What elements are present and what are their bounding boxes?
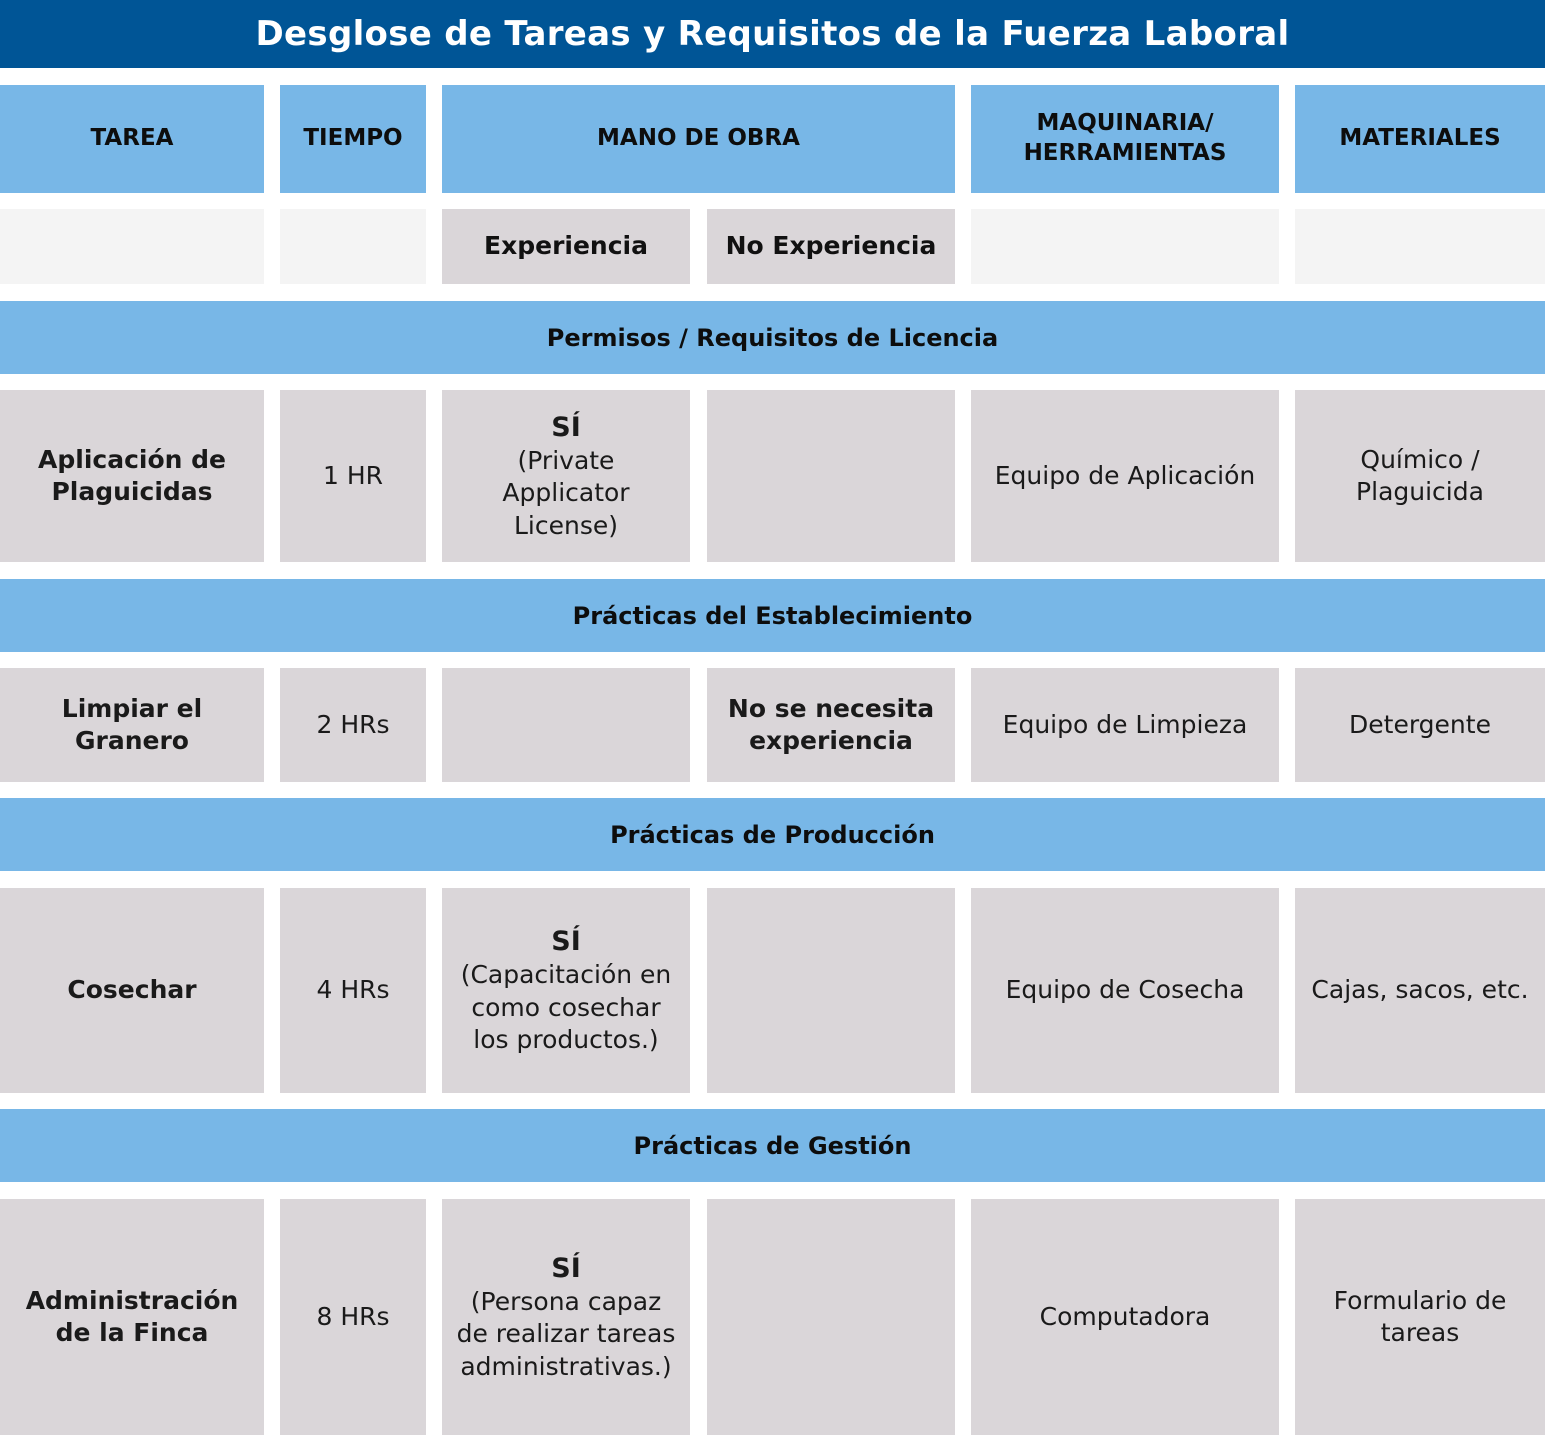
subheader-no-experiencia: No Experiencia <box>707 209 955 284</box>
header-maquinaria-line2: HERRAMIENTAS <box>1023 140 1227 166</box>
subheader-empty-materiales <box>1295 209 1545 284</box>
header-tiempo <box>280 85 426 193</box>
header-tarea-label: TAREA <box>90 125 174 152</box>
header-mano-de-obra <box>442 85 955 193</box>
header-tiempo-label: TIEMPO <box>303 125 403 152</box>
row-gestion-tarea: Administración de la Finca <box>0 1199 264 1435</box>
header-mano-de-obra-label: MANO DE OBRA <box>597 125 800 152</box>
section-band-produccion: Prácticas de Producción <box>0 798 1545 871</box>
row-establecimiento-no-experiencia: No se necesita experiencia <box>707 668 955 782</box>
header-maquinaria-line1: MAQUINARIA/ <box>1036 110 1214 137</box>
yes-label: SÍ <box>551 411 581 443</box>
yes-label: SÍ <box>551 1252 581 1284</box>
row-produccion-maquinaria: Equipo de Cosecha <box>971 888 1279 1093</box>
row-establecimiento-experiencia <box>442 668 690 782</box>
experience-note: (Capacitación en como cosechar los productos.) <box>460 960 672 1055</box>
row-establecimiento-tarea: Limpiar el Granero <box>0 668 264 782</box>
row-permisos-experiencia <box>442 390 690 562</box>
row-establecimiento-tiempo: 2 HRs <box>280 668 426 782</box>
page-title: Desglose de Tareas y Requisitos de la Fuerza Laboral <box>0 0 1545 68</box>
row-gestion-experiencia <box>442 1199 690 1435</box>
row-permisos-no-experiencia <box>707 390 955 562</box>
row-produccion-tarea: Cosechar <box>0 888 264 1093</box>
row-permisos-tiempo: 1 HR <box>280 390 426 562</box>
row-produccion-materiales: Cajas, sacos, etc. <box>1295 888 1545 1093</box>
row-permisos-tarea: Aplicación de Plaguicidas <box>0 390 264 562</box>
row-establecimiento-maquinaria: Equipo de Limpieza <box>971 668 1279 782</box>
header-materiales-label: MATERIALES <box>1339 125 1501 152</box>
subheader-empty-tarea <box>0 209 264 284</box>
row-produccion-no-experiencia <box>707 888 955 1093</box>
row-gestion-tiempo: 8 HRs <box>280 1199 426 1435</box>
row-gestion-no-experiencia <box>707 1199 955 1435</box>
experience-note: (Private Applicator License) <box>502 445 630 540</box>
section-band-permisos: Permisos / Requisitos de Licencia <box>0 301 1545 374</box>
subheader-empty-maquinaria <box>971 209 1279 284</box>
subheader-experiencia: Experiencia <box>442 209 690 284</box>
row-produccion-tiempo: 4 HRs <box>280 888 426 1093</box>
row-permisos-materiales: Químico / Plaguicida <box>1295 390 1545 562</box>
section-band-establecimiento: Prácticas del Establecimiento <box>0 579 1545 652</box>
row-gestion-maquinaria: Computadora <box>971 1199 1279 1435</box>
header-materiales <box>1295 85 1545 193</box>
yes-label: SÍ <box>551 926 581 958</box>
experience-note: (Persona capaz de realizar tareas administrativas.) <box>456 1286 676 1381</box>
row-establecimiento-materiales: Detergente <box>1295 668 1545 782</box>
row-produccion-experiencia <box>442 888 690 1093</box>
row-gestion-materiales: Formulario de tareas <box>1295 1199 1545 1435</box>
header-maquinaria <box>971 85 1279 193</box>
section-band-gestion: Prácticas de Gestión <box>0 1109 1545 1182</box>
row-permisos-maquinaria: Equipo de Aplicación <box>971 390 1279 562</box>
subheader-empty-tiempo <box>280 209 426 284</box>
header-tarea <box>0 85 264 193</box>
